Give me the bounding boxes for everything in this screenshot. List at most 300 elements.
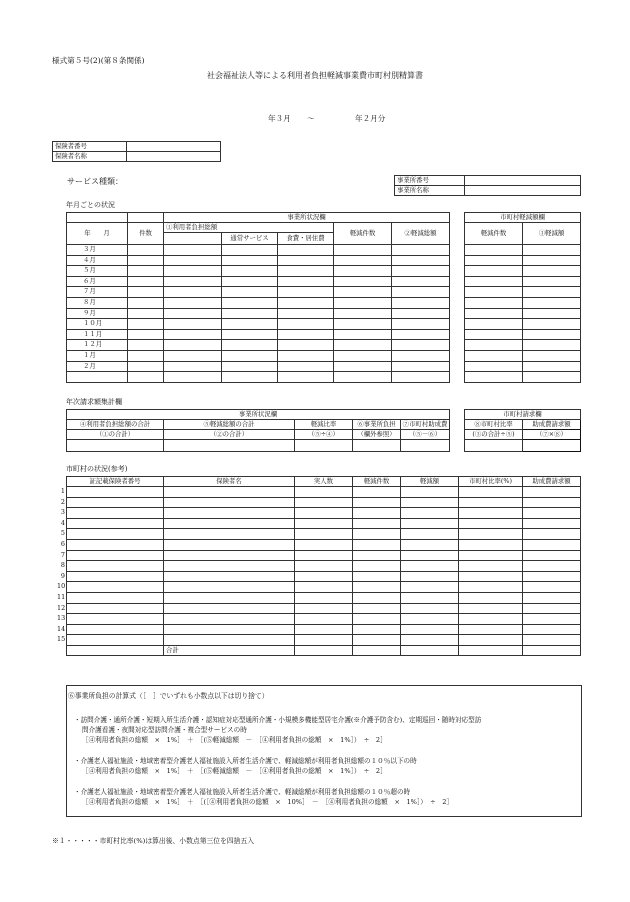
city-column-header: 軽減件数 — [353, 477, 401, 487]
regular-service-field[interactable] — [222, 361, 278, 372]
formula-case-b-expression: ［④利用者負担の総額 × 1%］ ＋ ［(⑤軽減総額 － ［④利用者負担の総額 × 1%］） ÷ 2］ — [82, 767, 387, 775]
city-cell[interactable] — [164, 571, 295, 582]
reduce-total-field[interactable] — [392, 372, 450, 383]
office-burden-header: ⑥事業所負担 — [353, 420, 401, 430]
city-cell[interactable] — [67, 550, 164, 561]
city-month-row — [465, 361, 581, 372]
city-cell[interactable] — [67, 497, 164, 508]
city-cell[interactable] — [401, 497, 459, 508]
city-reduce-amount-field[interactable] — [523, 255, 581, 266]
city-cell[interactable] — [523, 582, 581, 593]
city-cell[interactable] — [401, 603, 459, 614]
city-cell[interactable] — [353, 487, 401, 498]
food-housing-field[interactable] — [278, 308, 334, 319]
food-housing-field[interactable] — [278, 350, 334, 361]
reduce-count-field[interactable] — [334, 350, 392, 361]
row-number: 11 — [57, 593, 66, 601]
regular-service-field[interactable] — [222, 245, 278, 256]
reduce-total-field[interactable] — [392, 319, 450, 330]
city-reduce-count-field[interactable] — [465, 329, 523, 340]
city-cell[interactable] — [401, 582, 459, 593]
city-cell[interactable] — [353, 603, 401, 614]
city-reduce-amount-field[interactable] — [523, 287, 581, 298]
insurer-number-field[interactable] — [127, 142, 221, 152]
food-housing-header: 食費・居住費 — [278, 233, 334, 245]
city-reduce-count-field[interactable] — [465, 319, 523, 330]
regular-service-header: 通常サービス — [222, 233, 278, 245]
city-month-row — [465, 297, 581, 308]
city-total-label: 合計 — [164, 645, 295, 655]
annual-office-group-header: 事業所状況欄 — [67, 410, 450, 420]
city-cell[interactable] — [164, 614, 295, 625]
insurer-name-label: 保険者名称 — [53, 152, 127, 162]
city-cell[interactable] — [523, 635, 581, 646]
regular-service-field[interactable] — [222, 266, 278, 277]
table-row — [67, 635, 581, 646]
reduce-count-field[interactable] — [334, 266, 392, 277]
city-cell[interactable] — [459, 539, 523, 550]
reduce-total-field[interactable] — [392, 266, 450, 277]
blank-field[interactable] — [164, 287, 222, 298]
food-housing-field[interactable] — [278, 319, 334, 330]
month-label: １０月 — [67, 319, 128, 330]
regular-service-field[interactable] — [222, 329, 278, 340]
food-housing-field[interactable] — [278, 255, 334, 266]
city-reduce-amount-field[interactable] — [523, 372, 581, 383]
city-column-header: 実人数 — [295, 477, 353, 487]
city-cell[interactable] — [67, 508, 164, 519]
regular-service-field[interactable] — [222, 350, 278, 361]
blank-field[interactable] — [164, 255, 222, 266]
city-reduce-count-field[interactable] — [465, 297, 523, 308]
city-cell[interactable] — [67, 603, 164, 614]
city-cell[interactable] — [295, 518, 353, 529]
claim-amount-subheader: （⑦×⑧） — [523, 430, 581, 440]
row-number: 2 — [60, 497, 65, 506]
monthly-office-table — [66, 212, 450, 383]
city-cell[interactable] — [67, 561, 164, 572]
food-housing-field[interactable] — [278, 266, 334, 277]
city-cell[interactable] — [295, 529, 353, 540]
city-subsidy-header: ⑦市町村助成費 — [401, 420, 450, 430]
city-cell[interactable] — [523, 614, 581, 625]
city-cell[interactable] — [353, 561, 401, 572]
annual-city-table — [464, 409, 581, 452]
city-month-row — [465, 350, 581, 361]
city-cell[interactable] — [353, 592, 401, 603]
blank-field[interactable] — [164, 319, 222, 330]
reduce-count-field[interactable] — [334, 287, 392, 298]
reduce-total-field[interactable] — [392, 245, 450, 256]
reduce-total-field[interactable] — [392, 308, 450, 319]
city-cell[interactable] — [523, 508, 581, 519]
blank-field[interactable] — [164, 245, 222, 256]
month-label: ５月 — [67, 266, 128, 277]
city-column-header: 助成費請求額 — [523, 477, 581, 487]
city-reduce-amount-field[interactable] — [523, 361, 581, 372]
total-people-field[interactable] — [295, 645, 353, 655]
table-row — [67, 550, 581, 561]
city-cell[interactable] — [353, 497, 401, 508]
food-housing-field[interactable] — [278, 340, 334, 351]
total-claim-field[interactable] — [523, 645, 581, 655]
city-cell[interactable] — [353, 539, 401, 550]
regular-service-field[interactable] — [222, 340, 278, 351]
blank-field[interactable] — [164, 372, 222, 383]
city-cell[interactable] — [523, 539, 581, 550]
count-field[interactable] — [128, 340, 164, 351]
month-row — [67, 319, 450, 330]
city-subsidy-subheader: （⑤－⑥） — [401, 430, 450, 440]
office-burden-field[interactable] — [353, 440, 401, 452]
blank-field[interactable] — [164, 266, 222, 277]
city-cell[interactable] — [401, 550, 459, 561]
reduce-sum-field[interactable] — [164, 440, 295, 452]
service-type-label: サービス種類： — [67, 177, 123, 186]
city-cell[interactable] — [401, 624, 459, 635]
city-cell[interactable] — [353, 582, 401, 593]
city-month-row — [465, 255, 581, 266]
food-housing-field[interactable] — [278, 287, 334, 298]
city-cell[interactable] — [459, 592, 523, 603]
claim-amount-field[interactable] — [523, 440, 581, 452]
city-cell[interactable] — [523, 518, 581, 529]
month-row — [67, 287, 450, 298]
city-reduce-amount-field[interactable] — [523, 297, 581, 308]
city-cell[interactable] — [459, 635, 523, 646]
city-cell[interactable] — [295, 635, 353, 646]
city-cell[interactable] — [295, 487, 353, 498]
city-month-row — [465, 308, 581, 319]
reduce-total-field[interactable] — [392, 361, 450, 372]
month-row — [67, 276, 450, 287]
count-field[interactable] — [128, 350, 164, 361]
city-cell[interactable] — [353, 624, 401, 635]
city-cell[interactable] — [459, 497, 523, 508]
city-subsidy-field[interactable] — [401, 440, 450, 452]
food-housing-field[interactable] — [278, 276, 334, 287]
city-cell[interactable] — [353, 508, 401, 519]
city-cell[interactable] — [164, 624, 295, 635]
count-field[interactable] — [128, 329, 164, 340]
regular-service-field[interactable] — [222, 276, 278, 287]
city-cell[interactable] — [164, 561, 295, 572]
city-cell[interactable] — [523, 603, 581, 614]
city-reduce-count-field[interactable] — [465, 340, 523, 351]
annual-section-label: 年次請求額集計欄 — [66, 398, 122, 406]
reduce-count-field[interactable] — [334, 308, 392, 319]
count-field[interactable] — [128, 361, 164, 372]
reduce-count-field[interactable] — [334, 297, 392, 308]
city-cell[interactable] — [295, 603, 353, 614]
city-cell[interactable] — [459, 561, 523, 572]
food-housing-field[interactable] — [278, 361, 334, 372]
city-cell[interactable] — [295, 508, 353, 519]
office-name-field[interactable] — [465, 186, 581, 196]
city-cell[interactable] — [401, 508, 459, 519]
food-housing-field[interactable] — [278, 372, 334, 383]
formula-title: ⑥事業所負担の計算式（［ ］でいずれも小数点以下は切り捨て） — [68, 692, 269, 700]
city-cell[interactable] — [295, 539, 353, 550]
regular-service-field[interactable] — [222, 319, 278, 330]
regular-service-field[interactable] — [222, 308, 278, 319]
city-reduce-count-field[interactable] — [465, 372, 523, 383]
count-field[interactable] — [128, 297, 164, 308]
regular-service-field[interactable] — [222, 297, 278, 308]
city-cell[interactable] — [295, 571, 353, 582]
city-cell[interactable] — [401, 487, 459, 498]
row-number: 5 — [60, 529, 65, 538]
city-cell[interactable] — [353, 550, 401, 561]
city-cell[interactable] — [459, 571, 523, 582]
city-claim-group-header: 市町村請求欄 — [465, 410, 581, 420]
city-cell[interactable] — [67, 635, 164, 646]
city-reduction-group-header: 市町村軽減額欄 — [465, 213, 581, 223]
city-cell[interactable] — [67, 539, 164, 550]
city-cell[interactable] — [164, 582, 295, 593]
city-cell[interactable] — [459, 550, 523, 561]
count-field[interactable] — [128, 276, 164, 287]
city-cell[interactable] — [459, 603, 523, 614]
month-row — [67, 361, 450, 372]
formula-case-a-expression: ［④利用者負担の総額 × 1%］ ＋ ［(⑤軽減総額 － ［④利用者負担の総額 × 1%］） ÷ 2］ — [82, 736, 387, 744]
table-row — [67, 603, 581, 614]
month-row — [67, 350, 450, 361]
insurer-number-label: 保険者番号 — [53, 142, 127, 152]
formula-case-c-line-1: ・介護老人福祉施設・地域密着型介護老人福祉施設入所者生活介護で、軽減総額が利用者負担総額の１０％超の時 — [74, 788, 411, 796]
table-row — [67, 529, 581, 540]
row-number: 6 — [60, 540, 65, 548]
city-cell[interactable] — [353, 529, 401, 540]
city-cell[interactable] — [67, 582, 164, 593]
burden-total-header: ①利用者負担総額 — [164, 223, 334, 233]
city-cell[interactable] — [67, 571, 164, 582]
city-cell[interactable] — [353, 571, 401, 582]
row-number: 7 — [60, 550, 65, 559]
regular-service-field[interactable] — [222, 255, 278, 266]
table-row — [67, 487, 581, 498]
formula-case-c-expression: ［④利用者負担の総額 × 1%］ ＋ ［(［④利用者負担の総額 × 10%］ － ［④利用者負担の総額 × 1%］） ÷ 2］ — [82, 798, 454, 806]
reduce-rate-subheader: （⑤÷④） — [295, 430, 353, 440]
city-cell[interactable] — [401, 635, 459, 646]
city-cell[interactable] — [295, 614, 353, 625]
blank-field[interactable] — [164, 297, 222, 308]
city-month-row — [465, 329, 581, 340]
count-field[interactable] — [128, 308, 164, 319]
food-housing-field[interactable] — [278, 245, 334, 256]
reduce-count-field[interactable] — [334, 319, 392, 330]
city-cell[interactable] — [67, 592, 164, 603]
blank-field[interactable] — [164, 350, 222, 361]
reduce-total-field[interactable] — [392, 287, 450, 298]
city-cell[interactable] — [523, 497, 581, 508]
monthly-city-table — [464, 212, 581, 383]
reduce-total-field[interactable] — [392, 276, 450, 287]
month-label: １２月 — [67, 340, 128, 351]
total-ratio-field[interactable] — [459, 645, 523, 655]
burden-sum-field[interactable] — [67, 440, 164, 452]
food-housing-field[interactable] — [278, 329, 334, 340]
month-label: ４月 — [67, 255, 128, 266]
city-cell[interactable] — [164, 518, 295, 529]
total-count-field[interactable] — [353, 645, 401, 655]
month-row — [67, 329, 450, 340]
office-number-field[interactable] — [465, 176, 581, 186]
city-reduce-amount-field[interactable] — [523, 329, 581, 340]
city-cell[interactable] — [353, 635, 401, 646]
blank-field[interactable] — [164, 276, 222, 287]
month-label: ７月 — [67, 287, 128, 298]
city-reduce-amount-field[interactable] — [523, 266, 581, 277]
city-cell[interactable] — [459, 614, 523, 625]
city-cell[interactable] — [295, 497, 353, 508]
regular-service-field[interactable] — [222, 287, 278, 298]
blank-field[interactable] — [164, 361, 222, 372]
reduce-count-field[interactable] — [334, 340, 392, 351]
reduce-rate-header: 軽減比率 — [295, 420, 353, 430]
city-cell[interactable] — [164, 529, 295, 540]
city-cell[interactable] — [401, 518, 459, 529]
city-cell[interactable] — [523, 561, 581, 572]
blank-field[interactable] — [164, 308, 222, 319]
city-cell[interactable] — [401, 539, 459, 550]
city-reduce-count-field[interactable] — [465, 255, 523, 266]
city-cell[interactable] — [401, 571, 459, 582]
table-row — [67, 539, 581, 550]
reduce-count-field[interactable] — [334, 255, 392, 266]
city-ratio-header: ⑧市町村比率 — [465, 420, 523, 430]
city-cell[interactable] — [459, 508, 523, 519]
city-cell[interactable] — [164, 592, 295, 603]
city-cell[interactable] — [164, 603, 295, 614]
city-cell[interactable] — [523, 592, 581, 603]
city-cell[interactable] — [459, 487, 523, 498]
city-cell[interactable] — [459, 624, 523, 635]
count-field[interactable] — [128, 319, 164, 330]
city-cell[interactable] — [295, 592, 353, 603]
city-cell[interactable] — [401, 561, 459, 572]
city-reduce-count-field[interactable] — [465, 361, 523, 372]
row-number: 13 — [57, 614, 66, 623]
count-field[interactable] — [128, 266, 164, 277]
regular-service-field[interactable] — [222, 372, 278, 383]
reduce-count-field[interactable] — [334, 361, 392, 372]
month-column-header: 年 月 — [67, 223, 128, 245]
city-reduce-count-field[interactable] — [465, 350, 523, 361]
city-cell[interactable] — [401, 592, 459, 603]
insurer-name-field[interactable] — [127, 152, 221, 162]
month-label: ６月 — [67, 276, 128, 287]
reduce-total-field[interactable] — [392, 255, 450, 266]
reduce-count-field[interactable] — [334, 329, 392, 340]
city-ratio-field[interactable] — [465, 440, 523, 452]
row-number: 10 — [57, 582, 66, 591]
reduce-rate-field[interactable] — [295, 440, 353, 452]
city-cell[interactable] — [295, 561, 353, 572]
city-month-row — [465, 276, 581, 287]
city-cell[interactable] — [459, 582, 523, 593]
office-table — [394, 175, 581, 196]
city-cell[interactable] — [67, 624, 164, 635]
city-reduce-count-field[interactable] — [465, 245, 523, 256]
city-cell[interactable] — [523, 624, 581, 635]
reduce-count-field[interactable] — [334, 372, 392, 383]
city-reduce-count-header: 軽減件数 — [465, 223, 523, 245]
city-month-row — [465, 372, 581, 383]
count-field[interactable] — [128, 255, 164, 266]
row-number: 4 — [60, 518, 65, 527]
blank-field[interactable] — [164, 340, 222, 351]
city-reduce-count-field[interactable] — [465, 276, 523, 287]
city-cell[interactable] — [459, 518, 523, 529]
city-cell[interactable] — [164, 487, 295, 498]
city-reduce-amount-field[interactable] — [523, 245, 581, 256]
table-row — [67, 497, 581, 508]
city-cell[interactable] — [523, 550, 581, 561]
office-burden-subheader: （欄外参照） — [353, 430, 401, 440]
city-cell[interactable] — [67, 614, 164, 625]
city-cell[interactable] — [164, 539, 295, 550]
city-cell[interactable] — [164, 635, 295, 646]
blank-field[interactable] — [164, 329, 222, 340]
city-cell[interactable] — [164, 508, 295, 519]
city-reduce-amount-field[interactable] — [523, 308, 581, 319]
reduce-total-field[interactable] — [392, 329, 450, 340]
month-row — [67, 372, 450, 383]
form-number: 様式第５号(2)(第８条関係) — [52, 56, 145, 65]
reduce-count-field[interactable] — [334, 245, 392, 256]
count-column-header: 件数 — [128, 223, 164, 245]
city-cell[interactable] — [67, 487, 164, 498]
count-field[interactable] — [128, 372, 164, 383]
city-cell[interactable] — [523, 487, 581, 498]
city-cell[interactable] — [353, 518, 401, 529]
city-cell[interactable] — [164, 497, 295, 508]
month-label: ３月 — [67, 245, 128, 256]
count-field[interactable] — [128, 287, 164, 298]
city-reduce-count-field[interactable] — [465, 266, 523, 277]
formula-case-a-line-1: ・訪問介護・通所介護・短期入所生活介護・認知症対応型通所介護・小規模多機能型居宅介護(※介護予防含む)、定期巡回・随時対応型訪 — [74, 716, 482, 724]
city-cell[interactable] — [459, 529, 523, 540]
city-reduce-amount-field[interactable] — [523, 319, 581, 330]
reduce-total-field[interactable] — [392, 340, 450, 351]
city-month-row — [465, 287, 581, 298]
food-housing-field[interactable] — [278, 297, 334, 308]
city-cell[interactable] — [401, 529, 459, 540]
city-column-header: 証記載保険者番号 — [67, 477, 164, 487]
reduce-total-field[interactable] — [392, 297, 450, 308]
city-cell[interactable] — [67, 529, 164, 540]
reduce-count-field[interactable] — [334, 276, 392, 287]
city-cell[interactable] — [401, 614, 459, 625]
city-reduce-amount-field[interactable] — [523, 350, 581, 361]
city-reduce-count-field[interactable] — [465, 287, 523, 298]
city-reduce-count-field[interactable] — [465, 308, 523, 319]
reduce-total-field[interactable] — [392, 350, 450, 361]
city-cell[interactable] — [523, 571, 581, 582]
total-amount-field[interactable] — [401, 645, 459, 655]
city-cell[interactable] — [164, 550, 295, 561]
city-cell[interactable] — [295, 582, 353, 593]
count-field[interactable] — [128, 245, 164, 256]
city-cell[interactable] — [295, 624, 353, 635]
city-cell[interactable] — [353, 614, 401, 625]
city-reduce-amount-field[interactable] — [523, 276, 581, 287]
city-cell[interactable] — [523, 529, 581, 540]
city-reduce-amount-field[interactable] — [523, 340, 581, 351]
city-cell[interactable] — [67, 518, 164, 529]
city-cell[interactable] — [295, 550, 353, 561]
